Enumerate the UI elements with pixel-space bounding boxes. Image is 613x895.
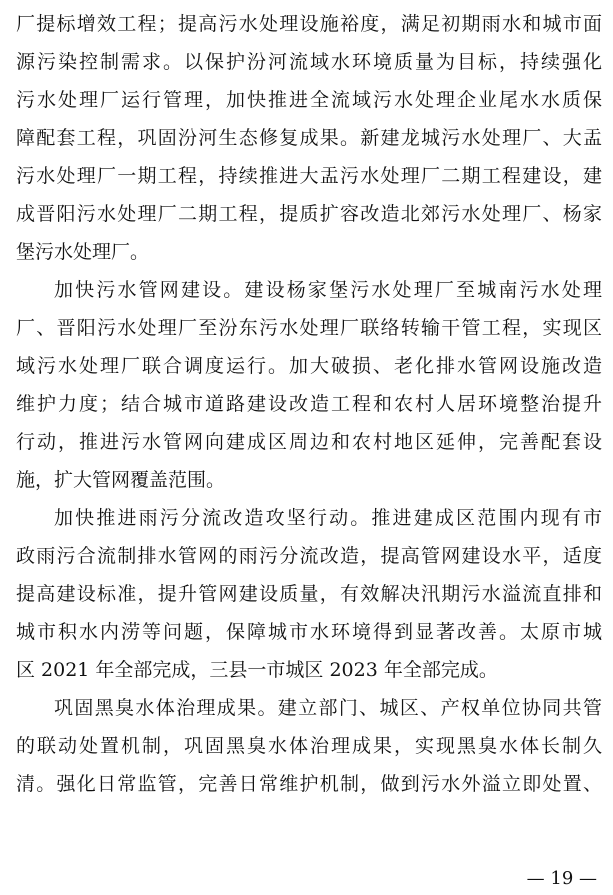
page-number: — 19 — (526, 868, 597, 889)
text-line: 加快污水管网建设。建设杨家堡污水处理厂至城南污水处理 (54, 279, 602, 301)
text-line: 区 2021 年全部完成，三县一市城区 2023 年全部完成。 (16, 659, 498, 681)
text-line: 域污水处理厂联合调度运行。加大破损、老化排水管网设施改造 (16, 355, 602, 377)
text-line: 清。强化日常监管，完善日常维护机制，做到污水外溢立即处置、 (16, 773, 602, 795)
text-line: 污水处理厂运行管理，加快推进全流域污水处理企业尾水水质保 (16, 89, 602, 111)
text-line: 的联动处置机制，巩固黑臭水体治理成果，实现黑臭水体长制久 (16, 735, 602, 757)
text-line: 巩固黑臭水体治理成果。建立部门、城区、产权单位协同共管 (54, 697, 602, 719)
text-line: 成晋阳污水处理厂二期工程，提质扩容改造北郊污水处理厂、杨家 (16, 203, 602, 225)
text-line: 政雨污合流制排水管网的雨污分流改造，提高管网建设水平，适度 (16, 545, 602, 567)
text-line: 维护力度；结合城市道路建设改造工程和农村人居环境整治提升 (16, 393, 602, 415)
text-line: 厂、晋阳污水处理厂至汾东污水处理厂联络转输干管工程，实现区 (16, 317, 602, 339)
text-line: 城市积水内涝等问题，保障城市水环境得到显著改善。太原市城 (16, 621, 602, 643)
text-line: 污水处理厂一期工程，持续推进大盂污水处理厂二期工程建设，建 (16, 165, 602, 187)
body-text (16, 5, 602, 803)
text-line: 堡污水处理厂。 (16, 241, 150, 263)
text-line: 施，扩大管网覆盖范围。 (16, 469, 226, 491)
text-line: 行动，推进污水管网向建成区周边和农村地区延伸，完善配套设 (16, 431, 602, 453)
text-line: 厂提标增效工程；提高污水处理设施裕度，满足初期雨水和城市面 (16, 13, 602, 35)
text-line: 加快推进雨污分流改造攻坚行动。推进建成区范围内现有市 (54, 507, 602, 529)
text-line: 源污染控制需求。以保护汾河流域水环境质量为目标，持续强化 (16, 51, 602, 73)
text-line: 障配套工程，巩固汾河生态修复成果。新建龙城污水处理厂、大盂 (16, 127, 602, 149)
text-line: 提高建设标准，提升管网建设质量，有效解决汛期污水溢流直排和 (16, 583, 602, 605)
